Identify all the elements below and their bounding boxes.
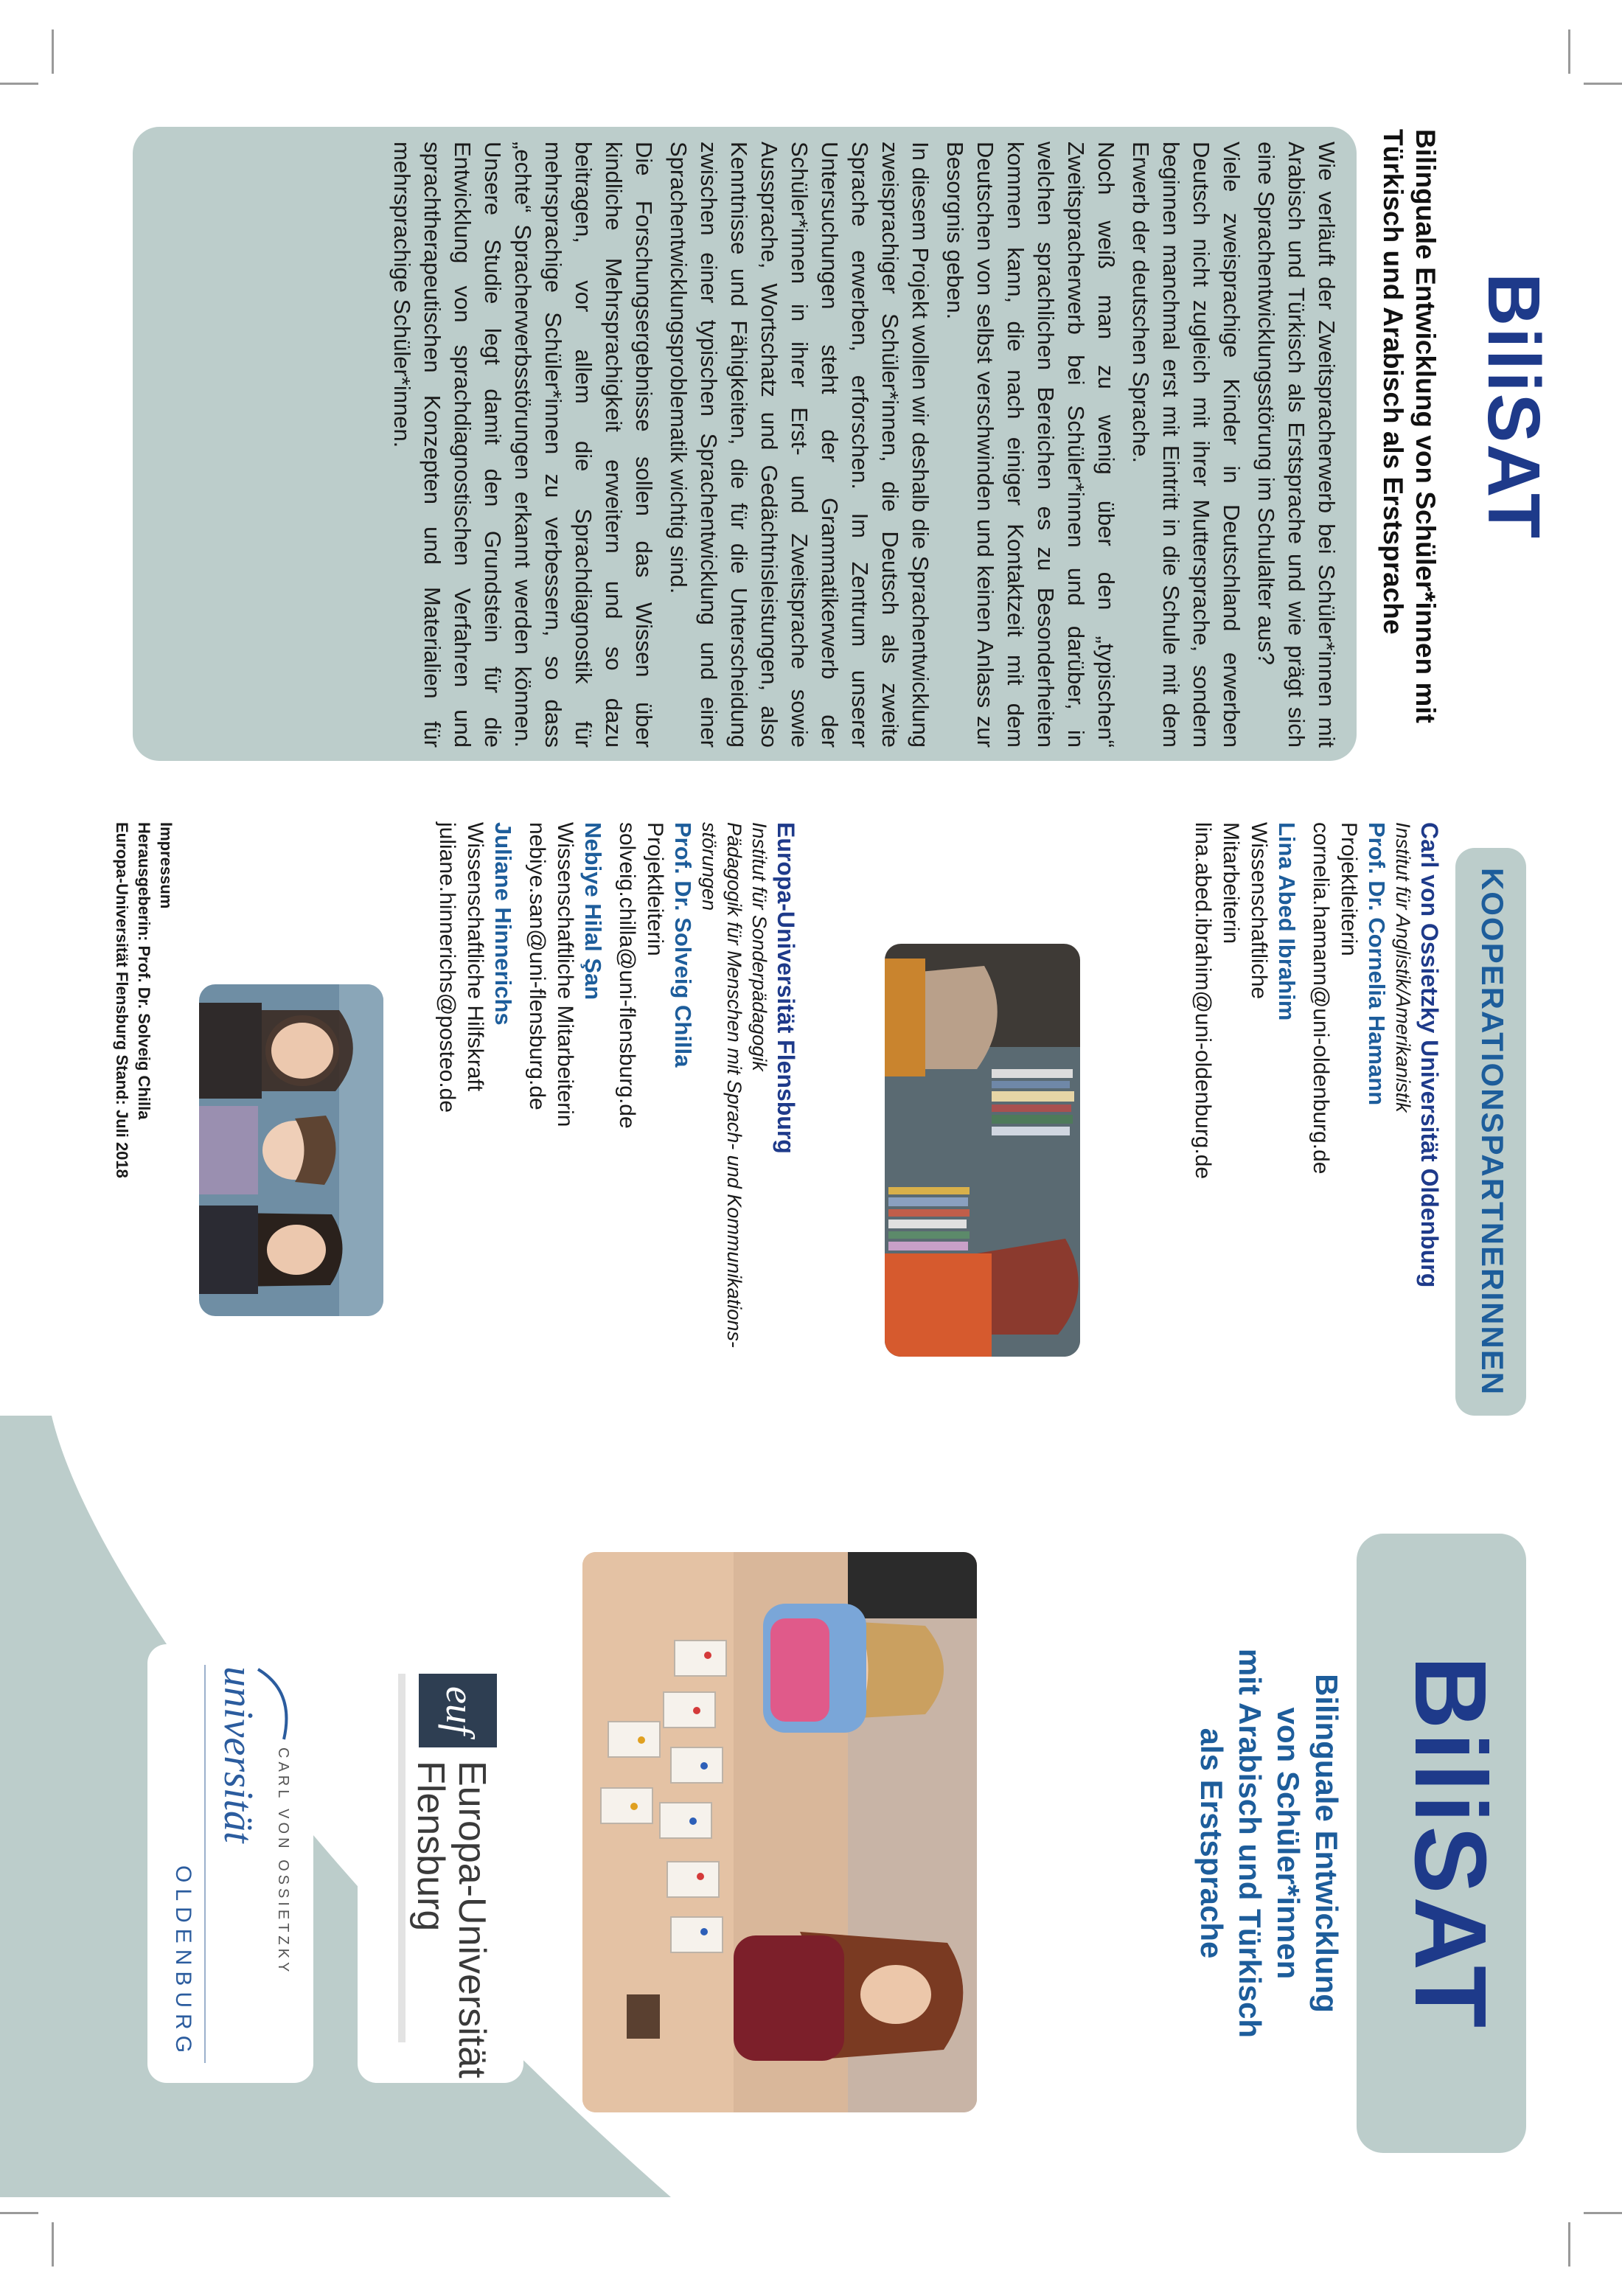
logo-flensburg-box [358, 1644, 523, 2083]
person-name: Nebiye Hilal Şan [580, 822, 606, 1001]
intro-text [387, 142, 1342, 748]
oldenburg-small-word: CARL [275, 1747, 291, 1801]
euf-logo-icon: euf [419, 1674, 497, 1747]
intro-paragraph: Viele zweisprachige Kinder in Deutschland erwerben Deutsch nicht zugleich mit ihrer Muttersprache, sondern beginnen manchmal erst mit Eintritt in die Schule mit dem Erwerb der deutschen Sprache. [1128, 142, 1245, 748]
cover-photo-image [582, 1552, 977, 2112]
cover-subtitle-line: von Schüler*innen [1271, 1707, 1306, 1980]
person-email[interactable]: nebiye.san@uni-flensburg.de [525, 822, 549, 1110]
person-role: Wissenschaftliche Hilfskraft [463, 822, 487, 1092]
intro-paragraph: Wie verläuft der Zweitspracherwerb bei Schüler*innen mit Arabisch und Türkisch als Erstsprache und wie prägt sich eine Sprachentwicklungsstörung im Schulalter aus? [1253, 142, 1340, 748]
org-name: Europa-Universität Flensburg [773, 822, 799, 1154]
impressum-publisher: Herausgeberin: Prof. Dr. Solveig Chilla [135, 822, 153, 1120]
person-role: Mitarbeiterin [1219, 822, 1243, 945]
person-email[interactable]: solveig.chilla@uni-flensburg.de [615, 822, 639, 1129]
impressum-heading: Impressum [157, 822, 175, 909]
flensburg-name-line: Flensburg [409, 1761, 452, 1932]
person-email[interactable]: cornelia.hamann@uni-oldenburg.de [1309, 822, 1333, 1175]
intro-paragraph: In diesem Projekt wollen wir deshalb die Sprachentwicklung zweisprachiger Schüler*innen, die Deutsch als zweite Sprache erwerben, erforschen. Im Zentrum unserer Untersuchungen steht der Grammatikerwerb der Schüler*innen in ihrer Erst- und Zweitsprache sowie Aussprache, Wortschatz und Gedächtnisleistungen, also Kenntnisse und Fähigkeiten, die für die Unterscheidung zwischen einer typischen Sprachentwicklung und einer Sprachentwicklungsproblematik wichtig sind. [666, 142, 933, 748]
intro-paragraph: Die Forschungsergebnisse sollen das Wissen über kindliche Mehrsprachigkeit erweitern und so dazu beitragen, vor allem die Sprachdiagnostik für mehrsprachige Schüler*innen zu verbessern, so dass „echte“ Spracherwerbsstörungen erkannt werden können. Unsere Studie legt damit den Grundstein für die Entwicklung von sprachdiagnostischen Verfahren und sprachtherapeutischen Konzepten und Materialien für mehrsprachige Schüler*innen. [389, 142, 657, 748]
person-role: Projektleiterin [643, 822, 667, 956]
institute-name: störungen [698, 822, 720, 911]
oldenburg-small-text [275, 1747, 291, 1975]
team-photo-group [199, 984, 383, 1316]
cover-title: BiliSAT [1393, 1655, 1507, 2031]
cover-subtitle-line: Bilinguale Entwicklung [1309, 1674, 1344, 2013]
contact-flensburg [433, 822, 800, 1456]
logo-oldenburg-box [147, 1644, 313, 2083]
oldenburg-small-word: OSSIETZKY [275, 1860, 291, 1976]
person-email[interactable]: juliane.hinnerichs@posteo.de [435, 822, 459, 1113]
institute-name: Institut für Sonderpädagogik [748, 822, 770, 1071]
person-name: Prof. Dr. Solveig Chilla [670, 822, 696, 1068]
team-photo-office-image [885, 944, 1080, 1357]
oldenburg-main-word: universität [215, 1666, 261, 1843]
cover-subtitle [1192, 1534, 1346, 2153]
person-name: Lina Abed Ibrahim [1274, 822, 1300, 1021]
impressum [111, 822, 177, 1486]
main-title: BiliSAT [1472, 273, 1555, 540]
partners-heading: KOOPERATIONSPARTNERINNEN [1475, 867, 1510, 1396]
institute-name: Institut für Anglistik/Amerikanistik [1392, 822, 1414, 1113]
impressum-stand: Europa-Universität Flensburg Stand: Juli 2018 [113, 822, 131, 1178]
oldenburg-divider [204, 1665, 206, 2063]
org-name: Carl von Ossietzky Universität Oldenburg [1416, 822, 1443, 1288]
flensburg-underline [398, 1674, 406, 2042]
person-email[interactable]: lina.abed.ibrahim@uni-oldenburg.de [1191, 822, 1215, 1180]
flensburg-name-line: Europa-Universität [450, 1761, 493, 2078]
oldenburg-city: OLDENBURG [171, 1865, 195, 2059]
contact-oldenburg [1188, 822, 1444, 1456]
person-role: Wissenschaftliche Mitarbeiterin [553, 822, 577, 1127]
person-name: Prof. Dr. Cornelia Hamann [1364, 822, 1390, 1106]
oldenburg-small-word: VON [275, 1809, 291, 1852]
institute-name: Pädagogik für Menschen mit Sprach- und Kommunikations- [723, 822, 745, 1348]
team-photo-office [885, 944, 1080, 1357]
person-role: Wissenschaftliche [1247, 822, 1271, 1000]
cover-subtitle-line: als Erstsprache [1194, 1728, 1229, 1959]
person-name: Juliane Hinnerichs [490, 822, 516, 1026]
cover-subtitle-line: mit Arabisch und Türkisch [1233, 1648, 1267, 2039]
intro-paragraph: Noch weiß man zu wenig über den „typischen“ Zweitspracherwerb bei Schüler*innen und darüber, in welchen sprachlichen Bereichen es zu Besonderheiten kommen kann, die nach einiger Kontaktzeit mit dem Deutschen von selbst verschwinden und keinen Anlass zur Besorgnis geben. [942, 142, 1119, 748]
cover-photo [582, 1552, 977, 2112]
main-subtitle: Bilinguale Entwicklung von Schüler*innen mit Türkisch und Arabisch als Erstsprache [1378, 129, 1441, 723]
flensburg-name [410, 1761, 492, 2078]
team-photo-group-image [199, 984, 383, 1316]
person-role: Projektleiterin [1337, 822, 1361, 956]
